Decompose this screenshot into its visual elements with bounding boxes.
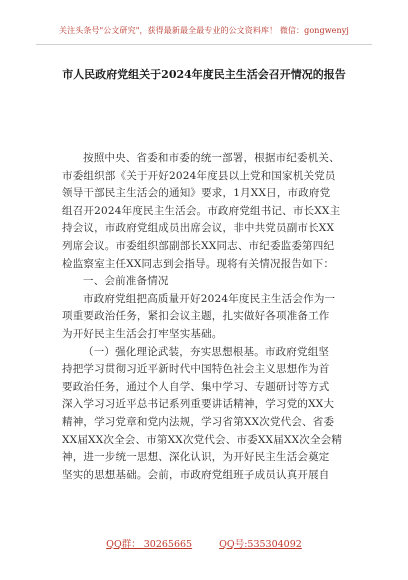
body-line: 市政府党组把高质量开好2024年度民主生活会作为一	[83, 292, 336, 305]
header-divider	[36, 44, 372, 45]
body-line: 市委组织部《关于开好2024年度县以上党和国家机关党员	[62, 169, 336, 182]
header-banner: 关注头条号"公文研究"，获得最新最全最专业的公文资料库！ 微信：gongwenyj	[59, 26, 349, 35]
body-line: （一）强化理论武装，夯实思想根基。市政府党组坚	[83, 345, 330, 358]
body-line: 要政治任务，通过个人自学、集中学习、专题研讨等方式	[62, 380, 330, 393]
body-line: 神，进一步统一思想、深化认识，为开好民主生活会奠定	[62, 451, 330, 464]
footer	[0, 536, 408, 550]
body-line: 组召开2024年度民主生活会。市政府党组书记、市长XX主	[62, 204, 341, 217]
body-line: 一、会前准备情况	[83, 275, 169, 288]
body-line: 持把学习贯彻习近平新时代中国特色社会主义思想作为首	[62, 363, 330, 376]
body-line: 深入学习习近平总书记系列重要讲话精神，学习党的XX大	[62, 398, 335, 411]
body-line: 坚实的思想基础。会前，市政府党组班子成员认真开展自	[62, 468, 330, 481]
body-line: 为开好民主生活会打牢坚实基础。	[62, 327, 223, 340]
body-line: 项重要政治任务，紧扣会议主题，扎实做好各项准备工作	[62, 310, 330, 323]
body-line: 按照中央、省委和市委的统一部署，根据市纪委机关、	[83, 152, 340, 164]
body-line: 领导干部民主生活会的通知》要求，1月XX日，市政府党	[62, 187, 331, 200]
document-body	[62, 150, 362, 484]
document-title: 市人民政府党组关于2024年度民主生活会召开情况的报告	[62, 68, 346, 81]
body-line: 持会议，市政府党组成员出席会议，非中共党员副市长XX	[62, 222, 335, 235]
body-line: 检监察室主任XX同志到会指导。现将有关情况报告如下：	[62, 257, 335, 270]
footer-qq-group[interactable]: QQ群： 30265665	[106, 539, 193, 550]
body-line: XX届XX次全会、市第XX次党代会、市委XX届XX次全会精	[62, 433, 343, 446]
footer-qq-number[interactable]: QQ号:535304092	[219, 539, 302, 550]
body-line: 精神，学习党章和党内法规，学习省第XX次党代会、省委	[62, 415, 335, 428]
body-line: 列席会议。市委组织部副部长XX同志、市纪委监委第四纪	[62, 239, 335, 252]
